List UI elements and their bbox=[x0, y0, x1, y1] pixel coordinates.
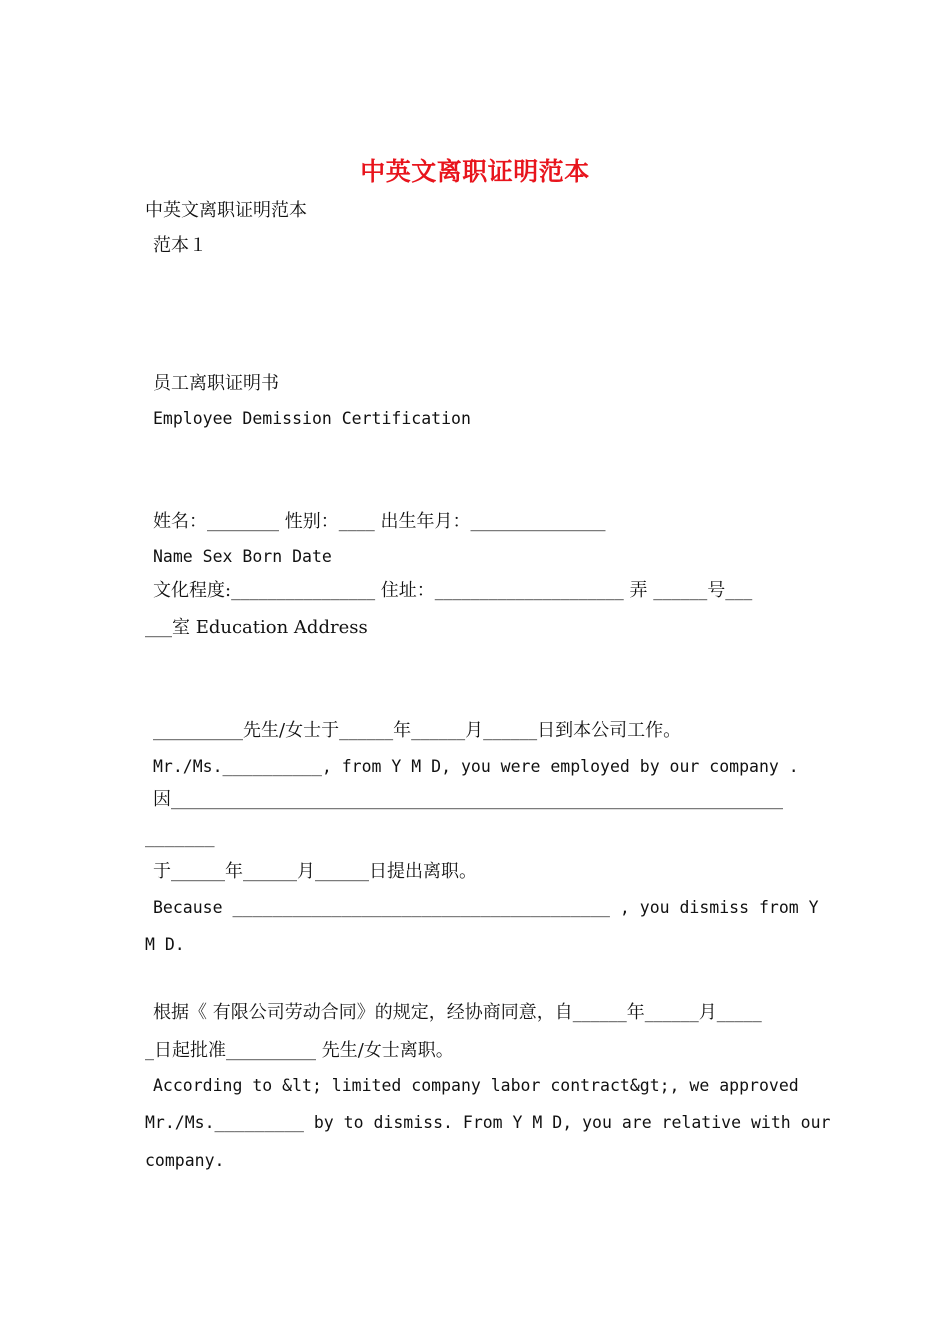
resign-date-cn: 于______年______月______日提出离职。 bbox=[153, 861, 477, 882]
employment-cn: __________先生/女士于______年______月______日到本公司工作。 bbox=[153, 720, 682, 741]
cert-title-cn: 员工离职证明书 bbox=[153, 373, 279, 394]
contract-cn: 根据《 有限公司劳动合同》的规定，经协商同意，自______年______月_____ bbox=[153, 1002, 762, 1023]
according-cont: Mr./Ms._________ by to dismiss. From Y M D, you are relative with our bbox=[145, 1113, 831, 1132]
contract-cont: _日起批准__________ 先生/女士离职。 bbox=[145, 1040, 454, 1061]
reason-cont: _______ bbox=[145, 828, 215, 847]
because-cont: M D. bbox=[145, 935, 185, 954]
education-address-cn: 文化程度:________________ 住址：_____________________ 弄 ______号___ bbox=[153, 580, 753, 601]
personal-fields-cn: 姓名：________ 性别：____ 出生年月：_______________ bbox=[153, 511, 606, 532]
cert-title-en: Employee Demission Certification bbox=[153, 409, 471, 428]
sample-label: 范本１ bbox=[153, 235, 207, 256]
reason-cn: 因____________________________________________________________________ bbox=[153, 789, 783, 810]
because-en: Because ______________________________________ , you dismiss from Y bbox=[153, 898, 819, 917]
education-address-cont: ___室 Education Address bbox=[145, 617, 368, 638]
company-line: company. bbox=[145, 1151, 225, 1170]
employment-en: Mr./Ms.__________, from Y M D, you were employed by our company . bbox=[153, 757, 799, 776]
subtitle: 中英文离职证明范本 bbox=[145, 200, 307, 221]
document-title: 中英文离职证明范本 bbox=[360, 157, 590, 186]
personal-fields-en: Name Sex Born Date bbox=[153, 547, 332, 566]
according-en: According to &lt; limited company labor contract&gt;, we approved bbox=[153, 1076, 799, 1095]
